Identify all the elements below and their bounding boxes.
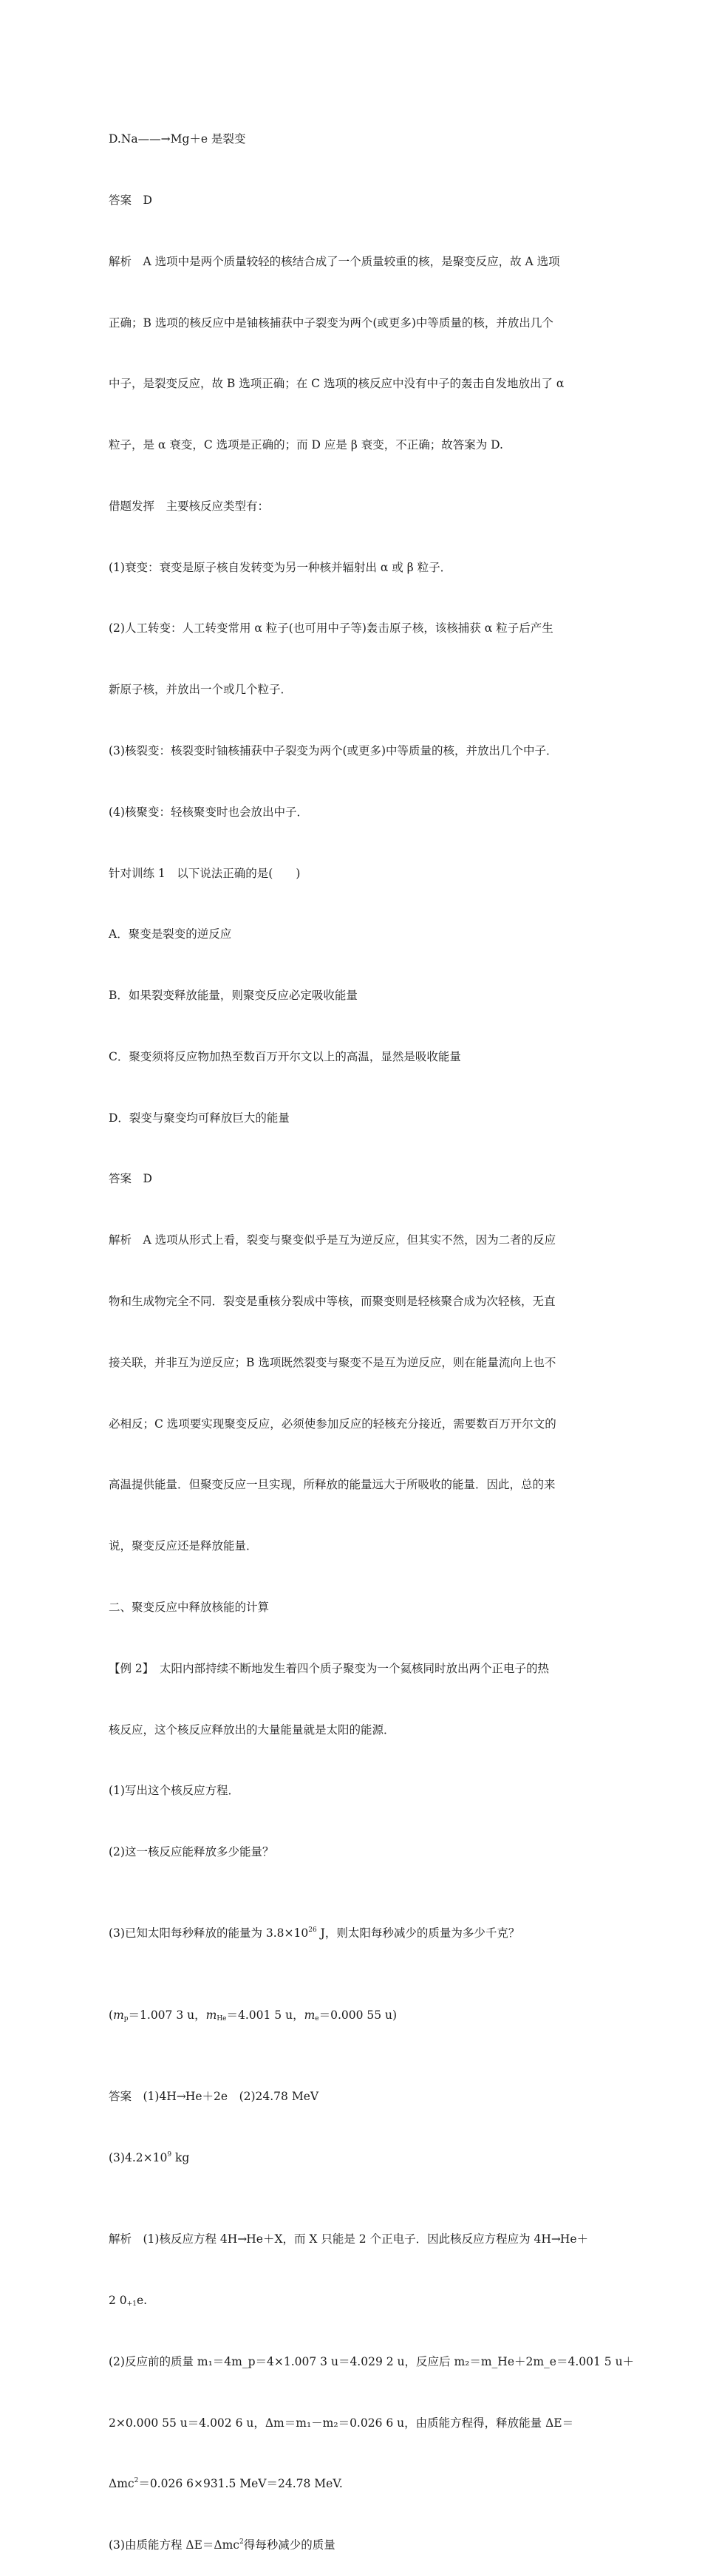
- text-line: 解析 A 选项中是两个质量较轻的核结合成了一个质量较重的核，是聚变反应，故 A 选项: [109, 254, 560, 268]
- text-line: D．裂变与聚变均可释放巨大的能量: [109, 1111, 290, 1125]
- section-heading: 二、聚变反应中释放核能的计算: [109, 1600, 270, 1614]
- solution-line: Δmc$^2$＝0.026 6×931.5 MeV＝24.78 MeV.: [109, 2477, 343, 2491]
- question-3-line: (3)已知太阳每秒释放的能量为 $3.8\times 10^{26}$ J，则太阳每秒减少的质量为多少千克？: [109, 1926, 520, 1940]
- answer-line: 答案 (1)4H→He＋2e (2)24.78 MeV: [109, 2090, 319, 2104]
- text-line: 必相反；C 选项要实现聚变反应，必须使参加反应的轻核充分接近，需要数百万开尔文的: [109, 1417, 556, 1431]
- text-line: 答案 D: [109, 193, 152, 207]
- answer-line: $(3)4.2\times 10^9$ kg: [109, 2150, 190, 2164]
- text-line: (1)衰变：衰变是原子核自发转变为另一种核并辐射出 α 或 β 粒子．: [109, 560, 452, 574]
- text-line: 针对训练 1 以下说法正确的是( ): [109, 866, 301, 880]
- text-line: (4)核聚变：轻核聚变时也会放出中子．: [109, 805, 308, 819]
- masses-line: ($m_p=1.007$ 3 u，$m_{He}=4.001$ 5 u，$m_e=0.000$ 55 u): [109, 2008, 398, 2023]
- document-page: [109, 89, 635, 2576]
- text-line: 【例 2】 太阳内部持续不断地发生着四个质子聚变为一个氦核同时放出两个正电子的热: [109, 1661, 550, 1675]
- text-line: A．聚变是裂变的逆反应: [109, 927, 232, 941]
- text-line: (3)核裂变：核裂变时铀核捕获中子裂变为两个(或更多)中等质量的核，并放出几个中子．: [109, 744, 558, 757]
- text-line: 接关联，并非互为逆反应；B 选项既然裂变与聚变不是互为逆反应，则在能量流向上也不: [109, 1355, 556, 1369]
- text-line: (2)人工转变：人工转变常用 α 粒子(也可用中子等)轰击原子核，该核捕获 α 粒子后产生: [109, 621, 553, 636]
- solution-line: 2 $0_{+1}e$.: [109, 2294, 148, 2308]
- text-line: (1)写出这个核反应方程．: [109, 1784, 239, 1798]
- solution-line: 2×0.000 55 u＝4.002 6 u，Δm＝m₁－m₂＝0.026 6 u，由质能方程得，释放能量 ΔE＝: [109, 2416, 574, 2430]
- text-line: 借题发挥 主要核反应类型有：: [109, 499, 270, 513]
- text-line: 中子，是裂变反应，故 B 选项正确；在 C 选项的核反应中没有中子的轰击自发地放出了 α: [109, 377, 565, 391]
- solution-line: (2)反应前的质量 m₁＝4m_p＝4×1.007 3 u＝4.029 2 u，反应后 m₂＝m_He＋2m_e＝4.001 5 u＋: [109, 2354, 635, 2368]
- text-line: C．聚变须将反应物加热至数百万开尔文以上的高温，显然是吸收能量: [109, 1049, 461, 1063]
- text-line: (2)这一核反应能释放多少能量？: [109, 1845, 274, 1859]
- solution-line: 解析 (1)核反应方程 4H→He＋X，而 X 只能是 2 个正电子．因此核反应方程应为 4H→He＋: [109, 2232, 589, 2246]
- text-line: 解析 A 选项从形式上看，裂变与聚变似乎是互为逆反应，但其实不然，因为二者的反应: [109, 1233, 556, 1247]
- text-line: 正确；B 选项的核反应中是铀核捕获中子裂变为两个(或更多)中等质量的核，并放出几个: [109, 316, 553, 330]
- text-line: 答案 D: [109, 1172, 152, 1186]
- text-line: 高温提供能量．但聚变反应一旦实现，所释放的能量远大于所吸收的能量．因此，总的来: [109, 1478, 556, 1492]
- text-line: 核反应，这个核反应释放出的大量能量就是太阳的能源．: [109, 1723, 395, 1737]
- text-line: B．如果裂变释放能量，则聚变反应必定吸收能量: [109, 989, 358, 1003]
- text-line: D.Na——→Mg＋e 是裂变: [109, 132, 246, 146]
- solution-line: (3)由质能方程 ΔE＝Δmc$^2$得每秒减少的质量: [109, 2538, 335, 2552]
- text-line: 新原子核，并放出一个或几个粒子．: [109, 683, 293, 697]
- text-line: 物和生成物完全不同．裂变是重核分裂成中等核，而聚变则是轻核聚合成为次轻核，无直: [109, 1295, 556, 1309]
- text-line: 说，聚变反应还是释放能量．: [109, 1539, 258, 1553]
- text-line: 粒子，是 α 衰变，C 选项是正确的；而 D 应是 β 衰变，不正确；故答案为 D.: [109, 438, 503, 452]
